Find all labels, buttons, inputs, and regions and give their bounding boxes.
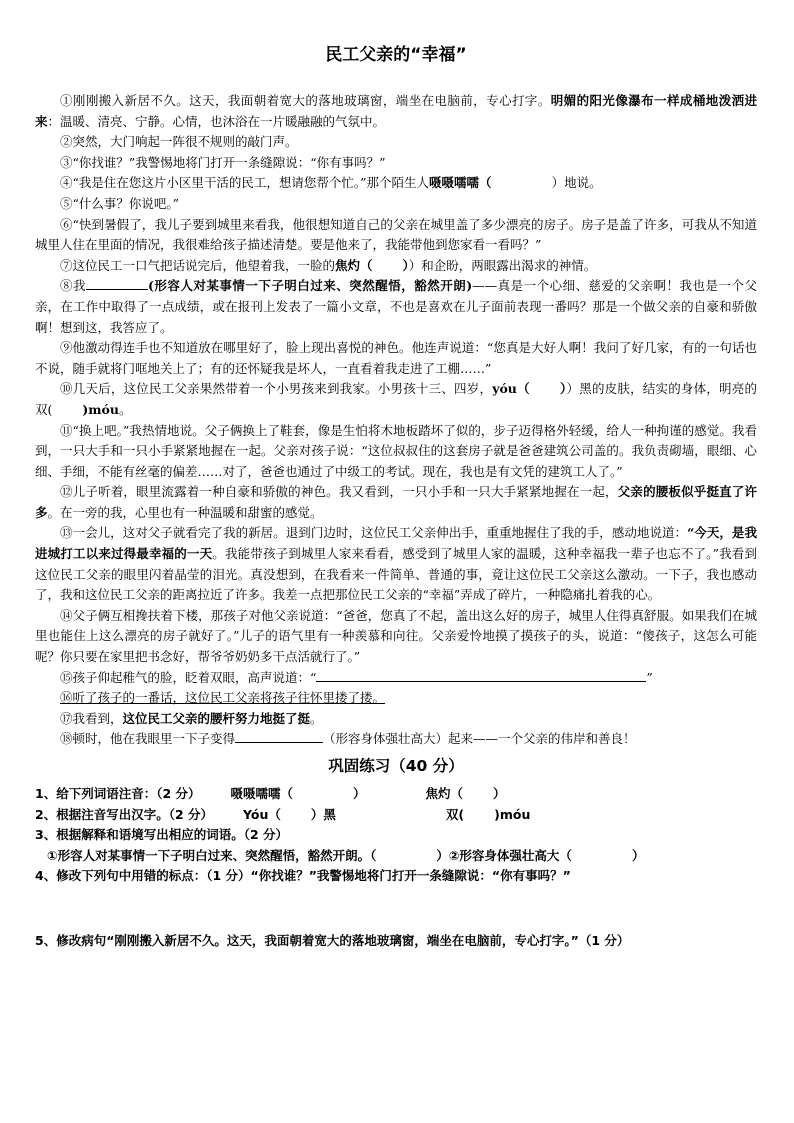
paragraph-18 [35,729,757,750]
p1-bold: 明媚的阳光像瀑布一样成桶地泼洒进来 [35,93,757,129]
paragraph-9: ⑨他激动得连手也不知道放在哪里好了，脸上现出喜悦的神色。他连声说道：“您真是大好人啊！我问了好几家，有的一句话也不说，随手就将门哐地关上了；有的还怀疑我是坏人，一直看着我走进了工棚……” [35,340,757,376]
paragraph-3: ③“你找谁？”我警惕地将门打开一条缝隙说：“你有事吗？” [60,154,386,170]
p18-blank[interactable] [235,730,323,743]
p10-text: ⑩几天后，这位民工父亲果然带着一个小男孩来到我家。小男孩十三、四岁， [60,381,493,397]
q2-pinyin-1: Yóu（ [243,806,281,822]
paragraph-10: ⑩几天后，这位民工父亲果然带着一个小男孩来到我家。小男孩十三、四岁，yóu（ ））黑的皮肤，结实的身体，明亮的双( )móu。 [35,381,757,417]
p8-blank[interactable] [86,277,148,290]
question-4: 4、修改下列句中用错的标点：（1 分）“你找谁？”我警惕地将门打开一条缝隙说：“你有事吗？” [35,868,571,883]
p7-word: 焦灼（ [335,257,373,273]
p13-text-end: 。我能带孩子到城里人家来看看，感受到了城里人家的温暖，这种幸福我一辈子也忘不了。”我看到这位民工父亲的眼里闪着晶莹的泪光。真没想到，在我看来一件简单、普通的事，竟让这位民工父亲这么激动。一下子，我也感动了，我和这位民工父亲的距离拉近了许多。我差一点把那位民工父亲的“幸福”弄成了碎片，一种隐痛扎着我的心。 [35,546,757,603]
p13-text: ⑬一会儿，这对父子就看完了我的新居。退到门边时，这位民工父亲伸出手，重重地握住了我的手，感动地说道： [60,525,688,541]
p8-text: ⑧我 [60,278,86,294]
paragraph-14: ⑭父子俩互相搀扶着下楼，那孩子对他父亲说道：“爸爸，您真了不起，盖出这么好的房子，城里人住得真舒服。如果我们在城里也能住上这么漂亮的房子就好了。”儿子的语气里有一种羡慕和向往。父亲爱怜地摸了摸孩子的头，说道：“傻孩子，这怎么可能呢？你只要在家里把书念好，帮爷爷奶奶多干点活就行了。” [35,607,757,665]
paragraph-11: ⑪“换上吧。”我热情地说。父子俩换上了鞋套，像是生怕将木地板踏坏了似的，步子迈得格外轻缓，给人一种拘谨的感觉。我看到，一只大手和一只小手紧紧地握在一起。父亲对孩子说：“这位叔叔住的这套房子就是爸爸建筑公司盖的。我负责砌墙，眼细、心细、手细，不能有丝毫的偏差……对了，爸爸也通过了中级工的考试。现在，我也是有文凭的建筑工人了。” [35,422,757,479]
p4-text: ④“我是住在您这片小区里干活的民工，想请您帮个忙。”那个陌生人 [60,175,430,191]
p1-text: ①刚刚搬入新居不久。这天，我面朝着宽大的落地玻璃窗，端坐在电脑前，专心打字。 [60,93,551,108]
p4-word: 嗫嗫嚅嚅（ [429,175,492,191]
question-2: 2、根据注音写出汉字。（2 分） Yóu（ ）黑 双( )móu [35,806,531,822]
p4-text-end: ）地说。 [551,175,602,191]
p7-text: ⑦这位民工一口气把话说完后，他望着我，一脸的 [60,257,336,273]
paragraph-8 [35,276,757,338]
worksheet-page [35,40,757,951]
p12-text-end: 。在一旁的我，心里也有一种温暖和甜蜜的感觉。 [47,504,323,520]
p1-text-end: ：温暖、清亮、宁静。心情，也沐浴在一片暖融融的气氛中。 [47,113,386,129]
answer-space-4[interactable] [35,887,757,931]
p18-text: ⑱顿时，他在我眼里一下子变得 [60,731,236,747]
paragraph-7: ⑦这位民工一口气把话说完后，他望着我，一脸的焦灼（ ））和企盼，两眼露出渴求的神情。 [60,257,597,273]
question-3-items: ①形容人对某事情一下子明白过来、突然醒悟，豁然开朗。（ ）②形容身体强壮高大（ ） [47,847,645,863]
paragraph-16: ⑯听了孩子的一番话，这位民工父亲将孩子往怀里搂了搂。 [60,690,386,706]
p17-bold: 这位民工父亲的腰杆努力地挺了挺 [122,710,311,726]
paragraph-13 [35,523,757,605]
p8-text-end: ——真是一个心细、慈爱的父亲啊！我也是一个父亲，在工作中取得了一点成绩，或在报刊上发表了一篇小文章，不也是喜欢在儿子面前表现一番吗？那是一个做父亲的自豪和骄傲啊！想到这，我答应了。 [35,278,757,335]
paragraph-6: ⑥“快到暑假了，我儿子要到城里来看我，他很想知道自己的父亲在城里盖了多少漂亮的房子。房子是盖了许多，可我从不知道城里人住在里面的情况，我很难给孩子描述清楚。要是他来了，我能带他到您家看一看吗？” [35,216,757,253]
paragraph-5: ⑤“什么事？你说吧。” [60,195,180,211]
question-1: 1、给下列词语注音：（2 分） 嗫嗫嚅嚅（ ） 焦灼（ ） [35,786,506,801]
p10-pinyin-2: )móu [82,401,119,417]
p18-text-end: （形容身体强壮高大）起来——一个父亲的伟岸和善良！ [323,731,636,747]
p8-hint: (形容人对某事情一下子明白过来、突然醒悟，豁然开朗) [147,278,473,294]
paragraph-15: ⑮孩子仰起稚气的脸，眨着双眼，高声说道：“ ” [60,669,653,685]
q2-pinyin-2: 双( [445,806,465,822]
q1-word-2: 焦灼（ [425,786,464,801]
paragraph-4 [35,173,757,194]
paragraph-17: ⑰我看到，这位民工父亲的腰杆努力地挺了挺。 [60,710,323,726]
p15-blank[interactable] [316,669,646,682]
p15-text: ⑮孩子仰起稚气的脸，眨着双眼，高声说道：“ [60,669,317,685]
p12-text: ⑫儿子听着，眼里流露着一种自豪和骄傲的神色。我又看到，一只小手和一只大手紧紧地握在一起， [60,484,618,500]
q1-word-1: 嗫嗫嚅嚅（ [230,786,294,801]
exercise-title: 巩固练习（40 分） [328,757,464,775]
question-3: 3、根据解释和语境写出相应的词语。（2 分） [35,827,288,842]
p10-pinyin: yóu（ [492,381,530,397]
p12-bold: 父亲的腰板似乎挺直了许多 [35,484,757,520]
paragraph-2: ②突然，大门响起一阵很不规则的敲门声。 [60,134,298,150]
p13-bold: “今天，是我进城打工以来过得最幸福的一天 [35,525,757,562]
p17-text: ⑰我看到， [60,710,123,726]
question-5: 5、修改病句“刚刚搬入新居不久。这天，我面朝着宽大的落地玻璃窗，端坐在电脑前，专心打字。”（1 分） [35,932,630,948]
page-title: 民工父亲的“幸福” [325,45,467,65]
p7-text-end: ）和企盼，两眼露出渴求的神情。 [408,257,597,273]
paragraph-12 [35,482,757,523]
paragraph-1 [35,91,757,132]
p10-text-mid: ）黑的皮肤，结实的身体，明亮的双( [35,381,757,417]
